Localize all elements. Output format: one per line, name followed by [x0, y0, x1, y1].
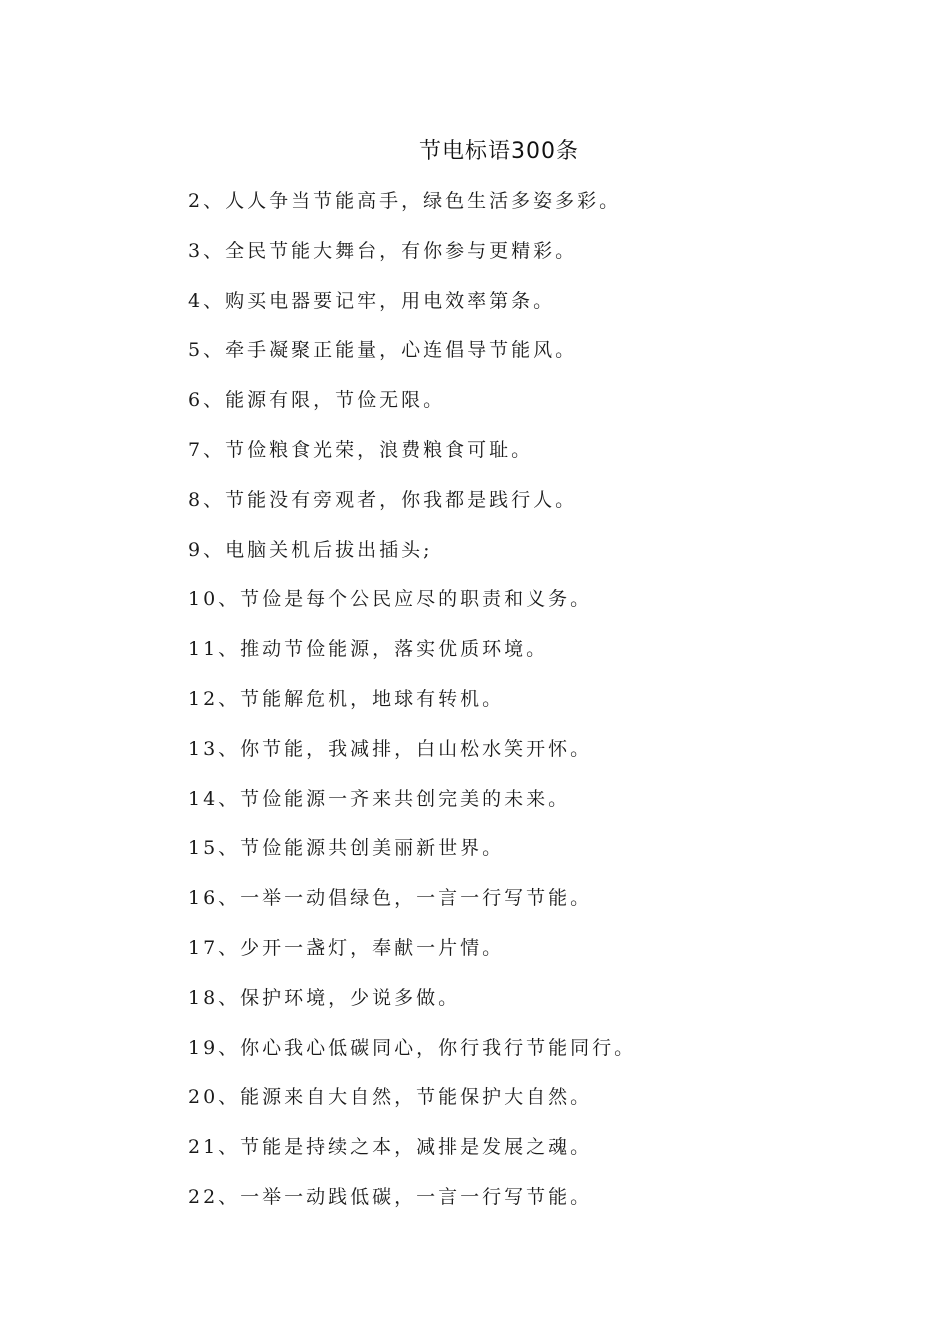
list-item: 21、节能是持续之本，减排是发展之魂。	[188, 1136, 593, 1159]
list-item: 14、节俭能源一齐来共创完美的未来。	[188, 787, 571, 810]
list-item: 11、推动节俭能源，落实优质环境。	[188, 638, 549, 661]
page-title-text: 节电标语300条	[419, 139, 579, 164]
list-item: 22、一举一动践低碳，一言一行写节能。	[188, 1185, 593, 1208]
list-item: 17、少开一盏灯，奉献一片情。	[188, 936, 505, 959]
list-item: 12、节能解危机，地球有转机。	[188, 687, 505, 710]
slogan-list	[188, 186, 908, 1232]
list-item: 5、牵手凝聚正能量，心连倡导节能风。	[188, 339, 578, 362]
list-item: 9、电脑关机后拔出插头;	[188, 538, 433, 561]
list-item: 18、保护环境，少说多做。	[188, 986, 461, 1009]
list-item: 13、你节能，我减排，白山松水笑开怀。	[188, 737, 593, 760]
list-item: 8、节能没有旁观者，你我都是践行人。	[188, 488, 578, 511]
page-title	[0, 134, 950, 165]
list-item: 4、购买电器要记牢，用电效率第条。	[188, 289, 556, 312]
list-item: 19、你心我心低碳同心，你行我行节能同行。	[188, 1036, 637, 1059]
list-item: 16、一举一动倡绿色，一言一行写节能。	[188, 887, 593, 910]
list-item: 10、节俭是每个公民应尽的职责和义务。	[188, 588, 593, 611]
list-item: 15、节俭能源共创美丽新世界。	[188, 837, 505, 860]
list-item: 7、节俭粮食光荣，浪费粮食可耻。	[188, 438, 534, 461]
list-item: 20、能源来自大自然，节能保护大自然。	[188, 1086, 593, 1109]
list-item: 3、全民节能大舞台，有你参与更精彩。	[188, 239, 578, 262]
list-item: 2、人人争当节能高手，绿色生活多姿多彩。	[188, 190, 622, 212]
list-item: 6、能源有限，节俭无限。	[188, 389, 446, 412]
